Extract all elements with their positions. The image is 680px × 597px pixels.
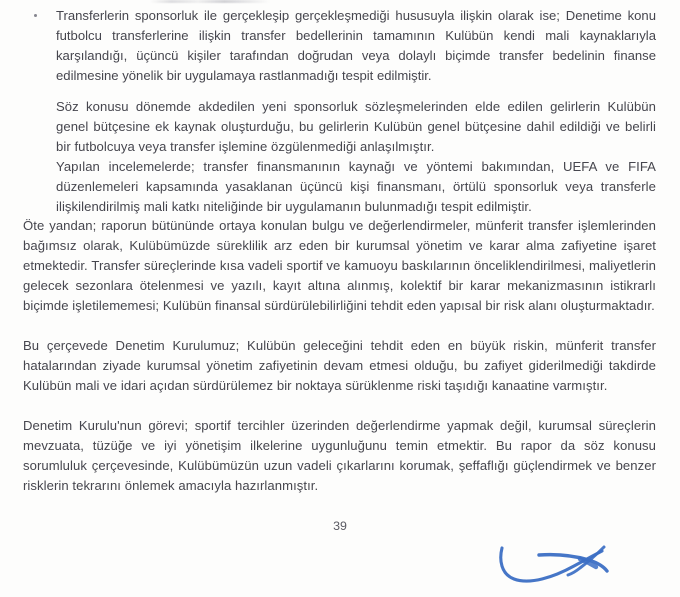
handwritten-signature bbox=[492, 534, 624, 592]
paragraph-uefa-fifa-findings: Yapılan incelemelerde; transfer finansmanının kaynağı ve yöntemi bakımından, UEFA ve FIFA düzenlemeleri kapsamında yasaklanan üçüncü kişi finansmanı, örtülü sponsorluk veya transferle ilişkilendirilmiş mali katkı niteliğinde bir uygulamanın bulunmadığı tespit edilmiştir. bbox=[56, 159, 656, 215]
bullet-list-item bbox=[30, 6, 656, 86]
bullet-dot-icon bbox=[34, 14, 37, 17]
paragraph-audit-board-duty: Denetim Kurulu'nun görevi; sportif tercihler üzerinden değerlendirme yapmak değil, kurumsal süreçlerin mevzuata, tüzüğe ve iyi yönetişim ilkelerine uygunluğunu temin etmektir. Bu rapor da söz konusu sorumluluk çerçevesinde, Kulübümüzün uzun vadeli çıkarlarını korumak, şeffaflığı güçlendirmek ve benzer risklerin tekrarını önlemek amacıyla hazırlanmıştır. bbox=[23, 418, 656, 494]
paragraph-governance-weakness: Öte yandan; raporun bütününde ortaya konulan bulgu ve değerlendirmeler, münferit transfer işlemlerinden bağımsız olarak, Kulübümüzde süreklilik arz eden bir kurumsal yönetim ve karar alma zafiyetine işaret etmektedir. Transfer süreçlerinde kısa vadeli sportif ve kamuoyu baskılarının önceliklendirilmesi, maliyetlerin gelecek sezonlara ötelenmesi ve yazılı, kayıt altına alınmış, kolektif bir karar mekanizmasının istikrarlı biçimde işletilememesi; Kulübün finansal sürdürülebilirliğini tehdit eden yapısal bir risk alanı oluşturmaktadır. bbox=[23, 218, 656, 314]
paragraph-sponsorship-revenue: Söz konusu dönemde akdedilen yeni sponsorluk sözleşmelerinden elde edilen gelirlerin Kulübün genel bütçesine ek kaynak oluşturduğu, bu gelirlerin Kulübün genel bütçesine dahil edildiği ve belirli bir futbolcuya veya transfer işlemine özgülenmediği anlaşılmıştır. bbox=[56, 99, 656, 155]
scan-artifact-top bbox=[150, 0, 270, 3]
page-number: 39 bbox=[333, 519, 347, 533]
paragraph-audit-board-opinion: Bu çerçevede Denetim Kurulumuz; Kulübün geleceğini tehdit eden en büyük riskin, münferit transfer hatalarından ziyade kurumsal yönetim zafiyetinin devam etmesi olduğu, bu zafiyet giderilmediği takdirde Kulübün mali ve idari açıdan sürdürülemez bir noktaya sürüklenme riski taşıdığı kanaatine varmıştır. bbox=[23, 338, 656, 394]
bullet-item-text: Transferlerin sponsorluk ile gerçekleşip gerçekleşmediği hususuyla ilişkin olarak ise; Denetime konu futbolcu transferlerine ilişkin transfer bedellerinin tamamının Kulübün kendi mali kaynaklarıyla karşılandığı, üçüncü kişiler tarafından doğrudan veya dolaylı biçimde transfer bedelinin finanse edilmesine yönelik bir uygulamaya rastlanmadığı tespit edilmiştir. bbox=[56, 8, 656, 84]
